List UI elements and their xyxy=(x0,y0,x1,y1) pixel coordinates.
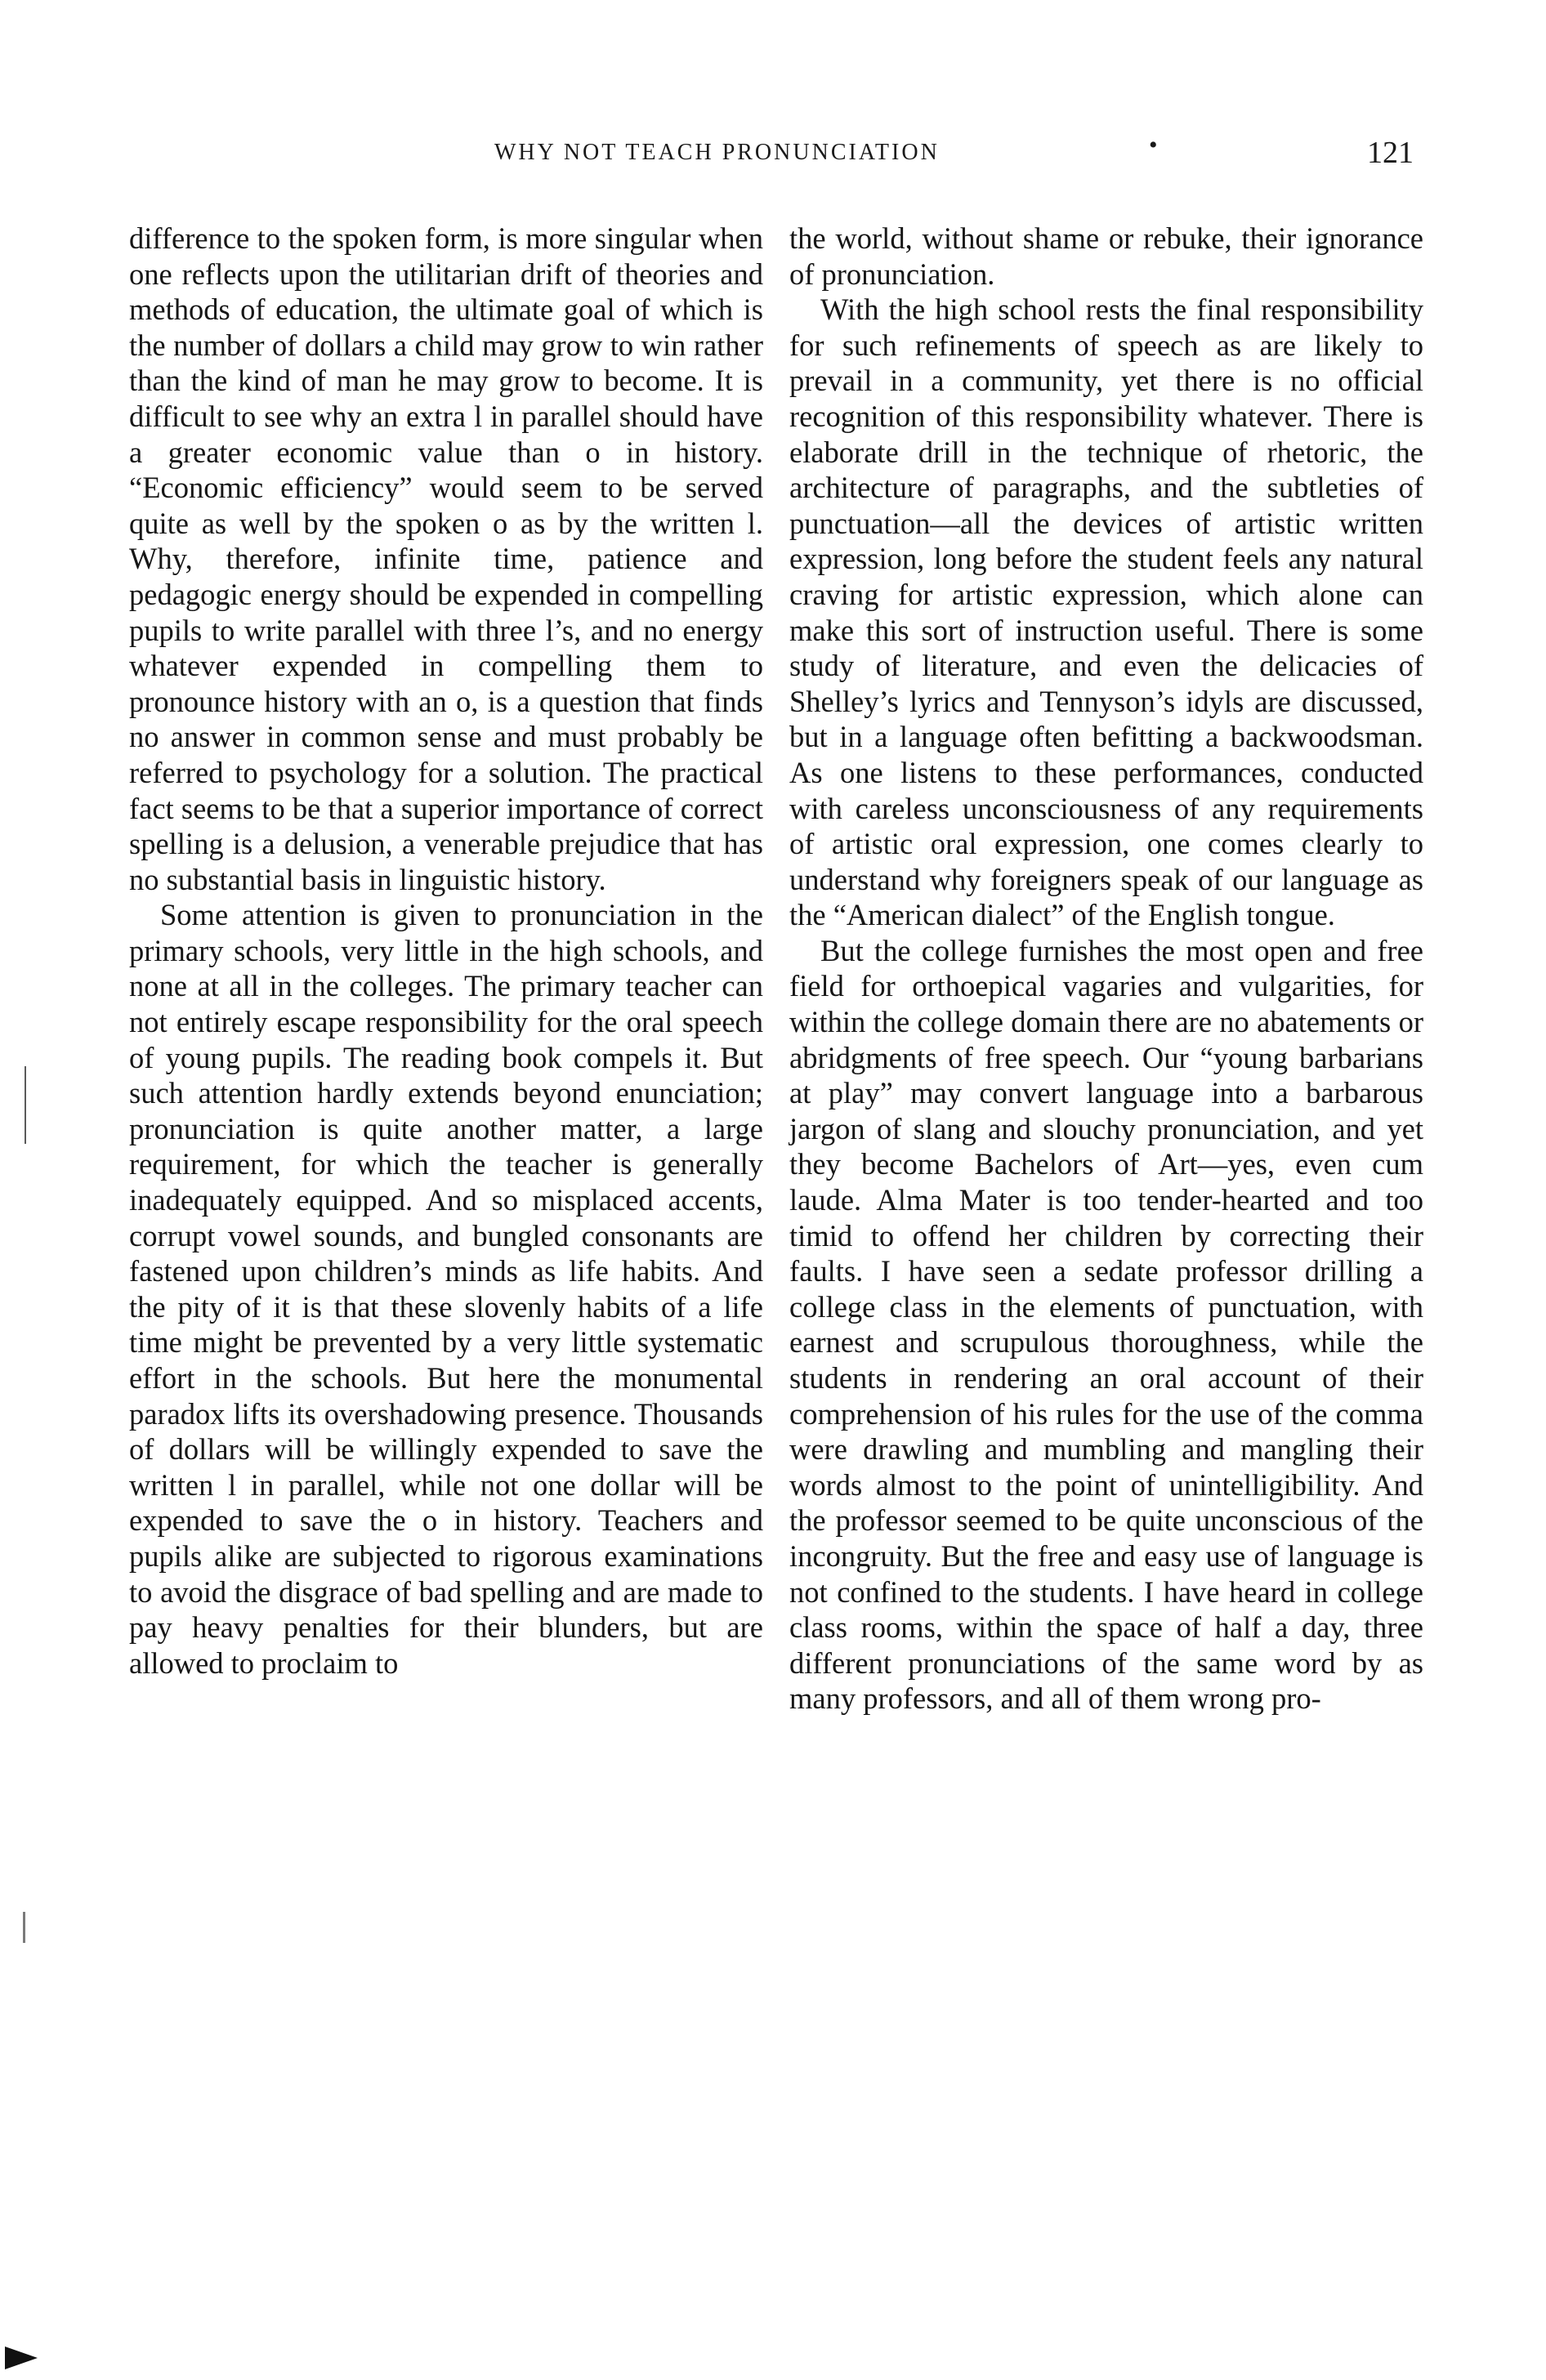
separator-dot: • xyxy=(1149,132,1158,159)
left-column xyxy=(129,221,763,1681)
right-paragraph-1: the world, without shame or rebuke, their ignorance of pronunciation. xyxy=(789,221,1423,291)
margin-scan-mark xyxy=(25,1066,26,1144)
right-paragraph-3: But the college furnishes the most open and free field for orthoepical vagaries and vulgarities, for within the college domain there are no abatements or abridgments of free speech. Our “young barbarians at play” may convert language into a barbarous jargon of slang and slouchy pronunciation, and yet they become Bachelors of Art—yes, even cum laude. Alma Mater is too tender-hearted and too timid to offend her children by correcting their faults. I have seen a sedate professor drilling a college class in the elements of punctuation, with earnest and scrupulous thoroughness, while the students in rendering an oral account of their comprehension of his rules for the use of the comma were drawling and mumbling and mangling their words almost to the point of unintelligibility. And the professor seemed to be quite unconscious of the incongruity. But the free and easy use of language is not confined to the students. I have heard in college class rooms, within the space of half a day, three different pronunciations of the same word by as many professors, and all of them wrong pro- xyxy=(789,933,1423,1716)
running-head xyxy=(123,132,1414,176)
right-paragraph-2: With the high school rests the final responsibility for such refinements of speech as are likely to prevail in a community, yet there is no official recognition of this responsibility whatever. There is elaborate drill in the technique of rhetoric, the architecture of paragraphs, and the subtleties of punctuation—all the devices of artistic written expression, long before the student feels any natural craving for artistic expression, which alone can make this sort of instruction useful. There is some study of literature, and even the delicacies of Shelley’s lyrics and Tennyson’s idyls are discussed, but in a language often befitting a backwoodsman. As one listens to these performances, conducted with careless unconsciousness of any requirements of artistic oral expression, one comes clearly to understand why foreigners speak of our language as the “American dialect” of the English tongue. xyxy=(789,292,1423,932)
right-column xyxy=(789,221,1423,1717)
running-title: WHY NOT TEACH PRONUNCIATION xyxy=(494,140,940,165)
margin-scan-tick xyxy=(23,1912,25,1943)
left-paragraph-1: difference to the spoken form, is more singular when one reflects upon the utilitarian drift of theories and methods of education, the ultimate goal of which is the number of dollars a child may grow to win rather than the kind of man he may grow to become. It is difficult to see why an extra l in parallel should have a greater economic value than o in history. “Economic efficiency” would seem to be served quite as well by the spoken o as by the written l. Why, therefore, infinite time, patience and pedagogic energy should be expended in compelling pupils to write parallel with three l’s, and no energy whatever expended in compelling them to pronounce history with an o, is a question that finds no answer in common sense and must probably be referred to psychology for a solution. The practical fact seems to be that a superior importance of correct spelling is a delusion, a venerable prejudice that has no substantial basis in linguistic history. xyxy=(129,221,763,896)
page-number: 121 xyxy=(1367,136,1414,170)
corner-arrow-mark xyxy=(5,2347,38,2369)
left-paragraph-2: Some attention is given to pronunciation in the primary schools, very little in the high schools, and none at all in the colleges. The primary teacher can not entirely escape responsibility for the oral speech of young pupils. The reading book compels it. But such attention hardly extends beyond enunciation; pronunciation is quite another matter, a large requirement, for which the teacher is generally inadequately equipped. And so misplaced accents, corrupt vowel sounds, and bungled consonants are fastened upon children’s minds as life habits. And the pity of it is that these slovenly habits of a life time might be prevented by a very little systematic effort in the schools. But here the monumental paradox lifts its overshadowing presence. Thousands of dollars will be willingly expended to save the written l in parallel, while not one dollar will be expended to save the o in history. Teachers and pupils alike are subjected to rigorous examinations to avoid the disgrace of bad spelling and are made to pay heavy penalties for their blunders, but are allowed to proclaim to xyxy=(129,898,763,1680)
